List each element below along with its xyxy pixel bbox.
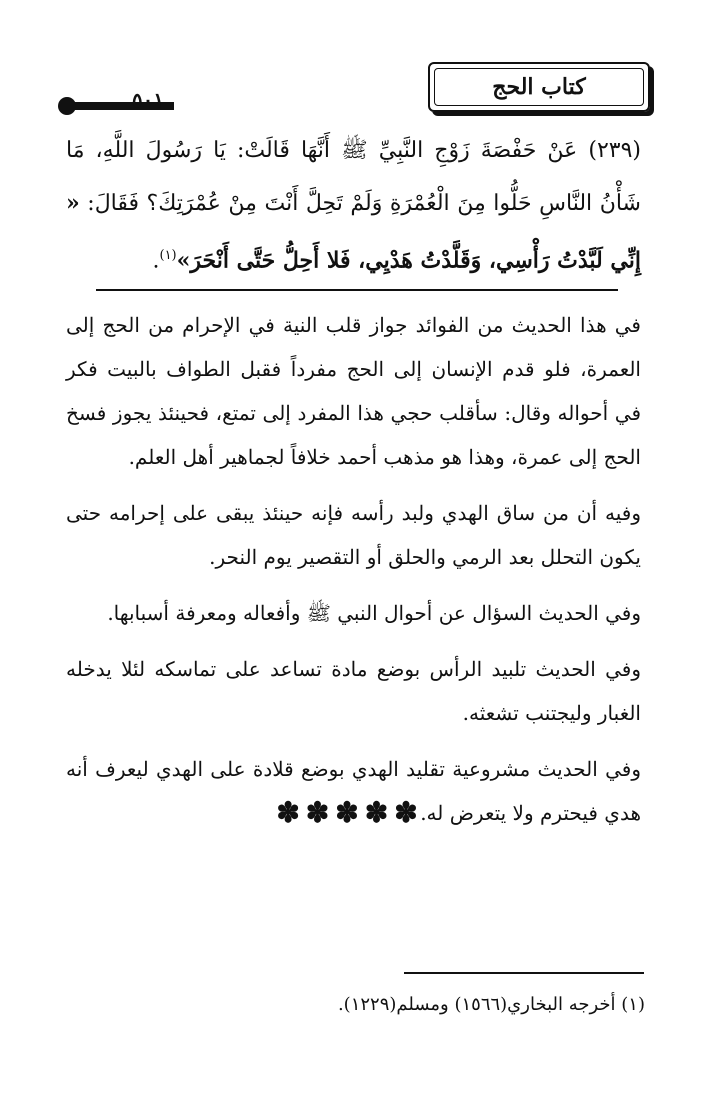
paragraph: وفي الحديث السؤال عن أحوال النبي ﷺ وأفعاله ومعرفة أسبابها.	[107, 601, 641, 625]
hadith-number: (٢٣٩)	[588, 138, 642, 163]
paragraph: وفي الحديث تلبيد الرأس بوضع مادة تساعد على تماسكه لئلا يدخله الغبار وليجتنب تشعثه.	[66, 657, 641, 725]
hadith-text: عَنْ حَفْصَةَ زَوْجِ النَّبِيِّ ﷺ أَنَّهَا قَالَتْ: يَا رَسُولَ اللَّهِ، مَا شَأْنُ النَّاسِ حَلُّوا مِنَ الْعُمْرَةِ وَلَمْ تَحِلَّ أَنْتَ مِنْ عُمْرَتِكَ؟ فَقَالَ:	[66, 138, 641, 216]
footnote: (١) أخرجه البخاري(١٥٦٦) ومسلم(١٢٢٩).	[337, 994, 645, 1015]
paragraph: وفي الحديث مشروعية تقليد الهدي بوضع قلادة على الهدي ليعرف أنه هدي فيحترم ولا يتعرض له.	[66, 757, 641, 825]
hadith-quote: « إِنِّي لَبَّدْتُ رَأْسِي، وَقَلَّدْتُ هَدْيِي، فَلا أَحِلُّ حَتَّى أَنْحَرَ»	[66, 190, 641, 274]
hadith-end: .	[152, 248, 160, 274]
chapter-title: كتاب الحج	[434, 68, 644, 106]
commentary	[66, 303, 641, 847]
paragraph: في هذا الحديث من الفوائد جواز قلب النية في الإحرام من الحج إلى العمرة، فلو قدم الإنسان إلى الحج مفرداً فقبل الطواف بالبيت فكر في أحواله وقال: سأقلب حجي هذا المفرد إلى تمتع، فحينئذ يجوز فسخ الحج إلى عمرة، وهذا هو مذهب أحمد خلافاً لجماهير أهل العلم.	[66, 313, 641, 469]
section-divider	[96, 289, 618, 291]
section-end-stars: ✽✽✽✽✽	[276, 796, 424, 829]
header-rule-dot	[58, 97, 76, 115]
chapter-title-box	[428, 62, 650, 112]
hadith-block	[66, 125, 641, 287]
footnote-marker: (١)	[159, 248, 177, 263]
footnote-divider	[404, 972, 644, 974]
paragraph: وفيه أن من ساق الهدي ولبد رأسه فإنه حينئذ يبقى على إحرامه حتى يكون التحلل بعد الرمي والحلق أو التقصير يوم النحر.	[66, 501, 641, 569]
page-number: ٥٠١	[131, 88, 165, 112]
